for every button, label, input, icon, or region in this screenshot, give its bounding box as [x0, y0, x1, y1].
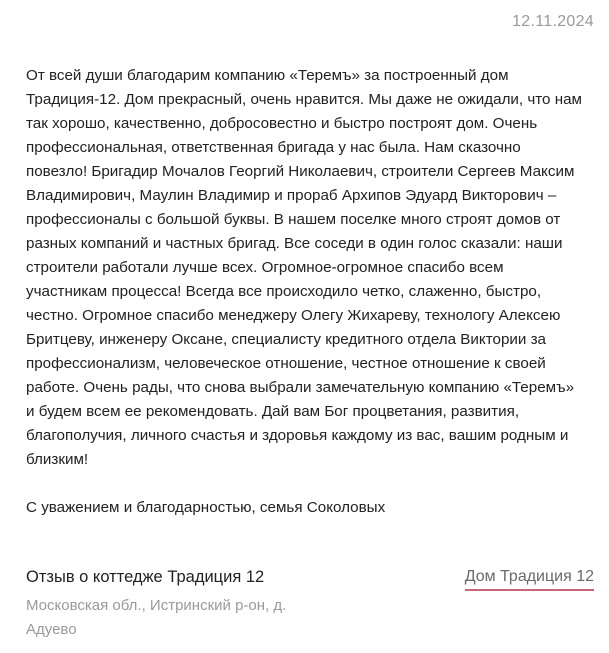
review-signature: С уважением и благодарностью, семья Соколовых — [26, 499, 386, 516]
review-text — [26, 64, 586, 472]
review-location: Московская обл., Истринский р-он, д. Адуево — [26, 597, 287, 638]
house-project-link[interactable]: Дом Традиция 12 — [465, 565, 594, 591]
review-subject-title: Отзыв о коттедже Традиция 12 — [26, 568, 265, 586]
review-paragraph: От всей души благодарим компанию «Теремъ» за построенный дом Традиция-12. Дом прекрасный, очень нравится. Мы даже не ожидали, что нам так хорошо, качественно, добросовестно и быстро построят дом. Очень профессиональная, ответственная бригада у нас была. Нам сказочно повезло! Бригадир Мочалов Георгий Николаевич, строители Сергеев Максим Владимирович, Маулин Владимир и прораб Архипов Эдуард Викторович – профессионалы с большой буквы. В нашем поселке много строят домов от разных компаний и частных бригад. Все соседи в один голос сказали: наши строители работали лучше всех. Огромное-огромное спасибо всем участникам процесса! Всегда все происходило четко, слаженно, быстро, честно. Огромное спасибо менеджеру Олегу Жихареву, технологу Алексею Бритцеву, инженеру Оксане, специалисту кредитного отдела Виктории за профессионализм, человеческое отношение, честное отношение к своей работе. Очень рады, что снова выбрали замечательную компанию «Теремъ» и будем всем ее рекомендовать. Дай вам Бог процветания, развития, благополучия, личного счастья и здоровья каждому из вас, вашим родным и близким! — [26, 67, 582, 468]
review-date: 12.11.2024 — [512, 13, 594, 30]
